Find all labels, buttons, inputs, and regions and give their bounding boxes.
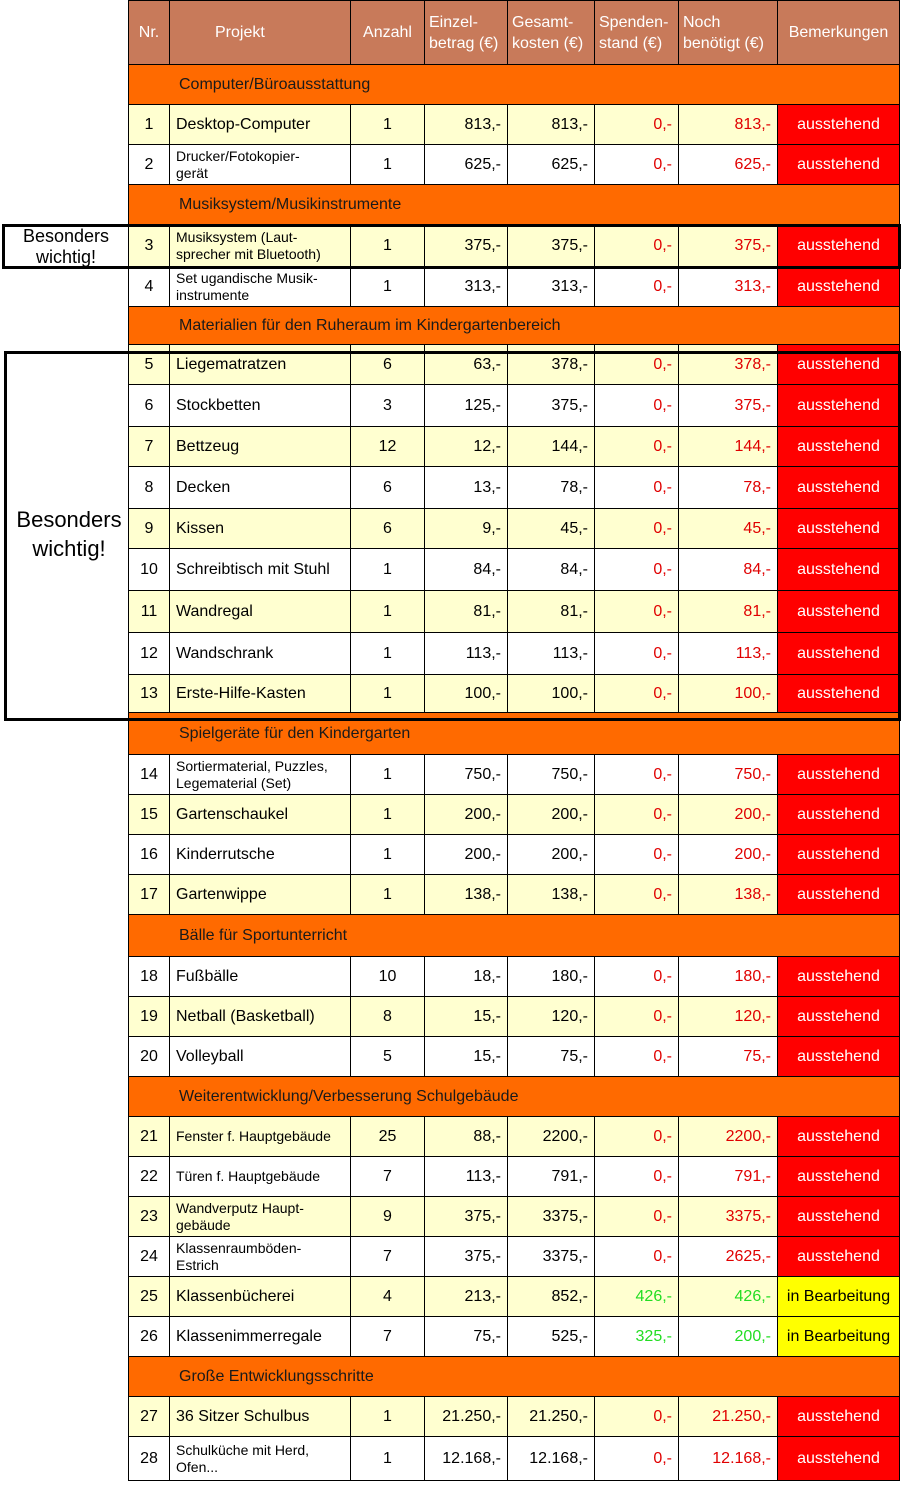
row-number: 3: [129, 225, 170, 267]
status-badge: ausstehend: [778, 957, 900, 997]
quantity: 1: [351, 105, 425, 145]
total-cost: 81,-: [508, 591, 595, 633]
row-number: 20: [129, 1037, 170, 1077]
row-number: 25: [129, 1277, 170, 1317]
status-badge: ausstehend: [778, 145, 900, 185]
project-name: Bettzeug: [170, 427, 351, 467]
table-row: [129, 835, 900, 875]
quantity: 9: [351, 1197, 425, 1237]
total-cost: 12.168,-: [508, 1437, 595, 1481]
amount-needed: 84,-: [679, 549, 778, 591]
row-number: 24: [129, 1237, 170, 1277]
amount-needed: 2200,-: [679, 1117, 778, 1157]
amount-needed: 81,-: [679, 591, 778, 633]
row-number: 18: [129, 957, 170, 997]
category-row: [129, 307, 900, 345]
total-cost: 750,-: [508, 755, 595, 795]
quantity: 10: [351, 957, 425, 997]
unit-price: 81,-: [425, 591, 508, 633]
unit-price: 200,-: [425, 795, 508, 835]
amount-needed: 45,-: [679, 509, 778, 549]
row-number: 28: [129, 1437, 170, 1481]
quantity: 7: [351, 1157, 425, 1197]
table-row: [129, 875, 900, 915]
donation-amount: 0,-: [595, 105, 679, 145]
project-name: Sortiermaterial, Puzzles, Legematerial (Set): [170, 755, 351, 795]
quantity: 25: [351, 1117, 425, 1157]
total-cost: 813,-: [508, 105, 595, 145]
donation-amount: 0,-: [595, 467, 679, 509]
status-badge: ausstehend: [778, 795, 900, 835]
project-name: Schreibtisch mit Stuhl: [170, 549, 351, 591]
total-cost: 120,-: [508, 997, 595, 1037]
quantity: 4: [351, 1277, 425, 1317]
donation-amount: 0,-: [595, 549, 679, 591]
category-label: Musiksystem/Musikinstrumente: [129, 185, 900, 225]
table-row: [129, 1117, 900, 1157]
donation-amount: 0,-: [595, 1397, 679, 1437]
project-name: Gartenwippe: [170, 875, 351, 915]
category-label: Bälle für Sportunterricht: [129, 915, 900, 957]
unit-price: 13,-: [425, 467, 508, 509]
quantity: 1: [351, 1397, 425, 1437]
row-number: 10: [129, 549, 170, 591]
total-cost: 2200,-: [508, 1117, 595, 1157]
unit-price: 375,-: [425, 1197, 508, 1237]
category-label: Weiterentwicklung/Verbesserung Schulgebäude: [129, 1077, 900, 1117]
amount-needed: 813,-: [679, 105, 778, 145]
row-number: 14: [129, 755, 170, 795]
project-name: Desktop-Computer: [170, 105, 351, 145]
row-number: 7: [129, 427, 170, 467]
table-row: [129, 267, 900, 307]
project-name: Schulküche mit Herd, Ofen...: [170, 1437, 351, 1481]
donation-amount: 0,-: [595, 755, 679, 795]
status-badge: ausstehend: [778, 1397, 900, 1437]
amount-needed: 100,-: [679, 675, 778, 713]
project-name: Set ugandische Musik- instrumente: [170, 267, 351, 307]
unit-price: 12,-: [425, 427, 508, 467]
donation-amount: 325,-: [595, 1317, 679, 1357]
amount-needed: 625,-: [679, 145, 778, 185]
amount-needed: 78,-: [679, 467, 778, 509]
quantity: 7: [351, 1237, 425, 1277]
total-cost: 378,-: [508, 345, 595, 385]
category-row: [129, 1357, 900, 1397]
quantity: 1: [351, 1437, 425, 1481]
quantity: 1: [351, 225, 425, 267]
status-badge: ausstehend: [778, 1037, 900, 1077]
row-number: 16: [129, 835, 170, 875]
amount-needed: 21.250,-: [679, 1397, 778, 1437]
donation-amount: 0,-: [595, 1197, 679, 1237]
unit-price: 213,-: [425, 1277, 508, 1317]
amount-needed: 375,-: [679, 225, 778, 267]
project-name: 36 Sitzer Schulbus: [170, 1397, 351, 1437]
category-label: Materialien für den Ruheraum im Kindergartenbereich: [129, 307, 900, 345]
total-cost: 138,-: [508, 875, 595, 915]
amount-needed: 138,-: [679, 875, 778, 915]
row-number: 21: [129, 1117, 170, 1157]
quantity: 1: [351, 675, 425, 713]
row-number: 19: [129, 997, 170, 1037]
status-badge: ausstehend: [778, 467, 900, 509]
total-cost: 144,-: [508, 427, 595, 467]
status-badge: ausstehend: [778, 427, 900, 467]
quantity: 1: [351, 875, 425, 915]
unit-price: 625,-: [425, 145, 508, 185]
project-name: Wandverputz Haupt- gebäude: [170, 1197, 351, 1237]
total-cost: 625,-: [508, 145, 595, 185]
amount-needed: 313,-: [679, 267, 778, 307]
table-row: [129, 795, 900, 835]
amount-needed: 791,-: [679, 1157, 778, 1197]
unit-price: 100,-: [425, 675, 508, 713]
row-number: 1: [129, 105, 170, 145]
row-number: 6: [129, 385, 170, 427]
project-name: Fenster f. Hauptgebäude: [170, 1117, 351, 1157]
project-name: Musiksystem (Laut- sprecher mit Bluetooth): [170, 225, 351, 267]
total-cost: 180,-: [508, 957, 595, 997]
project-name: Erste-Hilfe-Kasten: [170, 675, 351, 713]
quantity: 1: [351, 591, 425, 633]
quantity: 7: [351, 1317, 425, 1357]
unit-price: 125,-: [425, 385, 508, 427]
status-badge: ausstehend: [778, 675, 900, 713]
project-name: Volleyball: [170, 1037, 351, 1077]
unit-price: 88,-: [425, 1117, 508, 1157]
quantity: 1: [351, 795, 425, 835]
quantity: 6: [351, 345, 425, 385]
unit-price: 138,-: [425, 875, 508, 915]
project-table-container: [128, 0, 899, 1481]
unit-price: 21.250,-: [425, 1397, 508, 1437]
amount-needed: 120,-: [679, 997, 778, 1037]
total-cost: 200,-: [508, 835, 595, 875]
table-row: [129, 1437, 900, 1481]
category-label: Computer/Büroausstattung: [129, 65, 900, 105]
donation-amount: 0,-: [595, 997, 679, 1037]
total-cost: 84,-: [508, 549, 595, 591]
status-badge: ausstehend: [778, 755, 900, 795]
status-badge: ausstehend: [778, 997, 900, 1037]
table-row: [129, 1157, 900, 1197]
row-number: 8: [129, 467, 170, 509]
total-cost: 375,-: [508, 225, 595, 267]
total-cost: 852,-: [508, 1277, 595, 1317]
total-cost: 375,-: [508, 385, 595, 427]
project-name: Wandschrank: [170, 633, 351, 675]
amount-needed: 113,-: [679, 633, 778, 675]
status-badge: ausstehend: [778, 591, 900, 633]
unit-price: 84,-: [425, 549, 508, 591]
table-row: [129, 1397, 900, 1437]
table-row: [129, 755, 900, 795]
table-body: [129, 65, 900, 1481]
project-name: Klassenimmerregale: [170, 1317, 351, 1357]
project-name: Klassenbücherei: [170, 1277, 351, 1317]
amount-needed: 2625,-: [679, 1237, 778, 1277]
unit-price: 200,-: [425, 835, 508, 875]
row-number: 22: [129, 1157, 170, 1197]
donation-amount: 0,-: [595, 145, 679, 185]
row-number: 4: [129, 267, 170, 307]
status-badge: ausstehend: [778, 1157, 900, 1197]
status-badge: ausstehend: [778, 105, 900, 145]
row-number: 17: [129, 875, 170, 915]
donation-amount: 0,-: [595, 225, 679, 267]
status-badge: ausstehend: [778, 345, 900, 385]
quantity: 8: [351, 997, 425, 1037]
total-cost: 3375,-: [508, 1197, 595, 1237]
total-cost: 78,-: [508, 467, 595, 509]
quantity: 1: [351, 549, 425, 591]
total-cost: 313,-: [508, 267, 595, 307]
quantity: 3: [351, 385, 425, 427]
quantity: 12: [351, 427, 425, 467]
amount-needed: 3375,-: [679, 1197, 778, 1237]
row-number: 13: [129, 675, 170, 713]
unit-price: 313,-: [425, 267, 508, 307]
unit-price: 750,-: [425, 755, 508, 795]
status-badge: ausstehend: [778, 1197, 900, 1237]
category-label: Spielgeräte für den Kindergarten: [129, 713, 900, 755]
quantity: 6: [351, 509, 425, 549]
row-number: 23: [129, 1197, 170, 1237]
project-name: Gartenschaukel: [170, 795, 351, 835]
header-spendenstand: Spenden- stand (€): [595, 1, 679, 65]
status-badge: ausstehend: [778, 1237, 900, 1277]
unit-price: 75,-: [425, 1317, 508, 1357]
donation-amount: 0,-: [595, 1437, 679, 1481]
status-badge: ausstehend: [778, 225, 900, 267]
row-number: 15: [129, 795, 170, 835]
header-gesamtkosten: Gesamt- kosten (€): [508, 1, 595, 65]
project-name: Decken: [170, 467, 351, 509]
total-cost: 100,-: [508, 675, 595, 713]
donation-amount: 0,-: [595, 795, 679, 835]
row-number: 2: [129, 145, 170, 185]
donation-amount: 0,-: [595, 1117, 679, 1157]
amount-needed: 144,-: [679, 427, 778, 467]
unit-price: 113,-: [425, 633, 508, 675]
status-badge: ausstehend: [778, 633, 900, 675]
status-badge: in Bearbeitung: [778, 1317, 900, 1357]
header-bemerkungen: Bemerkungen: [778, 1, 900, 65]
unit-price: 375,-: [425, 225, 508, 267]
donation-amount: 0,-: [595, 875, 679, 915]
unit-price: 12.168,-: [425, 1437, 508, 1481]
donation-amount: 0,-: [595, 385, 679, 427]
total-cost: 113,-: [508, 633, 595, 675]
project-name: Fußbälle: [170, 957, 351, 997]
unit-price: 15,-: [425, 1037, 508, 1077]
status-badge: ausstehend: [778, 835, 900, 875]
header-noch-benoetigt: Noch benötigt (€): [679, 1, 778, 65]
donation-amount: 0,-: [595, 427, 679, 467]
highlight-label-1: Besonders wichtig!: [22, 226, 110, 267]
quantity: 1: [351, 145, 425, 185]
project-table: [128, 0, 900, 1481]
amount-needed: 426,-: [679, 1277, 778, 1317]
row-number: 27: [129, 1397, 170, 1437]
donation-amount: 0,-: [595, 345, 679, 385]
total-cost: 21.250,-: [508, 1397, 595, 1437]
row-number: 12: [129, 633, 170, 675]
row-number: 9: [129, 509, 170, 549]
category-label: Große Entwicklungsschritte: [129, 1357, 900, 1397]
project-name: Stockbetten: [170, 385, 351, 427]
table-row: [129, 997, 900, 1037]
row-number: 11: [129, 591, 170, 633]
total-cost: 525,-: [508, 1317, 595, 1357]
table-row: [129, 957, 900, 997]
project-name: Wandregal: [170, 591, 351, 633]
table-row: [129, 1037, 900, 1077]
project-name: Klassenraumböden- Estrich: [170, 1237, 351, 1277]
total-cost: 45,-: [508, 509, 595, 549]
donation-amount: 0,-: [595, 509, 679, 549]
header-einzelbetrag: Einzel- betrag (€): [425, 1, 508, 65]
quantity: 1: [351, 835, 425, 875]
donation-amount: 0,-: [595, 835, 679, 875]
donation-amount: 0,-: [595, 633, 679, 675]
quantity: 1: [351, 755, 425, 795]
donation-amount: 0,-: [595, 267, 679, 307]
donation-amount: 0,-: [595, 1237, 679, 1277]
category-row: [129, 65, 900, 105]
category-row: [129, 1077, 900, 1117]
header-projekt: Projekt: [170, 1, 351, 65]
status-badge: ausstehend: [778, 1117, 900, 1157]
amount-needed: 75,-: [679, 1037, 778, 1077]
amount-needed: 378,-: [679, 345, 778, 385]
amount-needed: 200,-: [679, 835, 778, 875]
highlight-box-2: [4, 351, 901, 721]
status-badge: in Bearbeitung: [778, 1277, 900, 1317]
donation-amount: 0,-: [595, 957, 679, 997]
amount-needed: 375,-: [679, 385, 778, 427]
table-row: [129, 105, 900, 145]
unit-price: 113,-: [425, 1157, 508, 1197]
row-number: 26: [129, 1317, 170, 1357]
table-row: [129, 1317, 900, 1357]
project-name: Liegematratzen: [170, 345, 351, 385]
unit-price: 375,-: [425, 1237, 508, 1277]
table-row: [129, 145, 900, 185]
amount-needed: 750,-: [679, 755, 778, 795]
unit-price: 15,-: [425, 997, 508, 1037]
highlight-label-2: Besonders wichtig!: [16, 507, 122, 561]
status-badge: ausstehend: [778, 875, 900, 915]
quantity: 1: [351, 267, 425, 307]
donation-amount: 0,-: [595, 675, 679, 713]
amount-needed: 180,-: [679, 957, 778, 997]
amount-needed: 200,-: [679, 1317, 778, 1357]
amount-needed: 12.168,-: [679, 1437, 778, 1481]
project-name: Kissen: [170, 509, 351, 549]
status-badge: ausstehend: [778, 267, 900, 307]
header-anzahl: Anzahl: [351, 1, 425, 65]
total-cost: 75,-: [508, 1037, 595, 1077]
donation-amount: 0,-: [595, 1037, 679, 1077]
quantity: 5: [351, 1037, 425, 1077]
status-badge: ausstehend: [778, 509, 900, 549]
status-badge: ausstehend: [778, 385, 900, 427]
unit-price: 63,-: [425, 345, 508, 385]
table-row: [129, 1237, 900, 1277]
total-cost: 200,-: [508, 795, 595, 835]
amount-needed: 200,-: [679, 795, 778, 835]
project-name: Türen f. Hauptgebäude: [170, 1157, 351, 1197]
total-cost: 791,-: [508, 1157, 595, 1197]
donation-amount: 426,-: [595, 1277, 679, 1317]
project-name: Kinderrutsche: [170, 835, 351, 875]
header-row: [129, 1, 900, 65]
category-row: [129, 185, 900, 225]
unit-price: 813,-: [425, 105, 508, 145]
unit-price: 18,-: [425, 957, 508, 997]
project-name: Netball (Basketball): [170, 997, 351, 1037]
category-row: [129, 915, 900, 957]
highlight-box-1: [2, 224, 901, 269]
donation-amount: 0,-: [595, 1157, 679, 1197]
status-badge: ausstehend: [778, 1437, 900, 1481]
header-nr: Nr.: [129, 1, 170, 65]
table-row: [129, 1197, 900, 1237]
donation-amount: 0,-: [595, 591, 679, 633]
row-number: 5: [129, 345, 170, 385]
status-badge: ausstehend: [778, 549, 900, 591]
total-cost: 3375,-: [508, 1237, 595, 1277]
project-name: Drucker/Fotokopier- gerät: [170, 145, 351, 185]
table-row: [129, 1277, 900, 1317]
quantity: 6: [351, 467, 425, 509]
unit-price: 9,-: [425, 509, 508, 549]
quantity: 1: [351, 633, 425, 675]
